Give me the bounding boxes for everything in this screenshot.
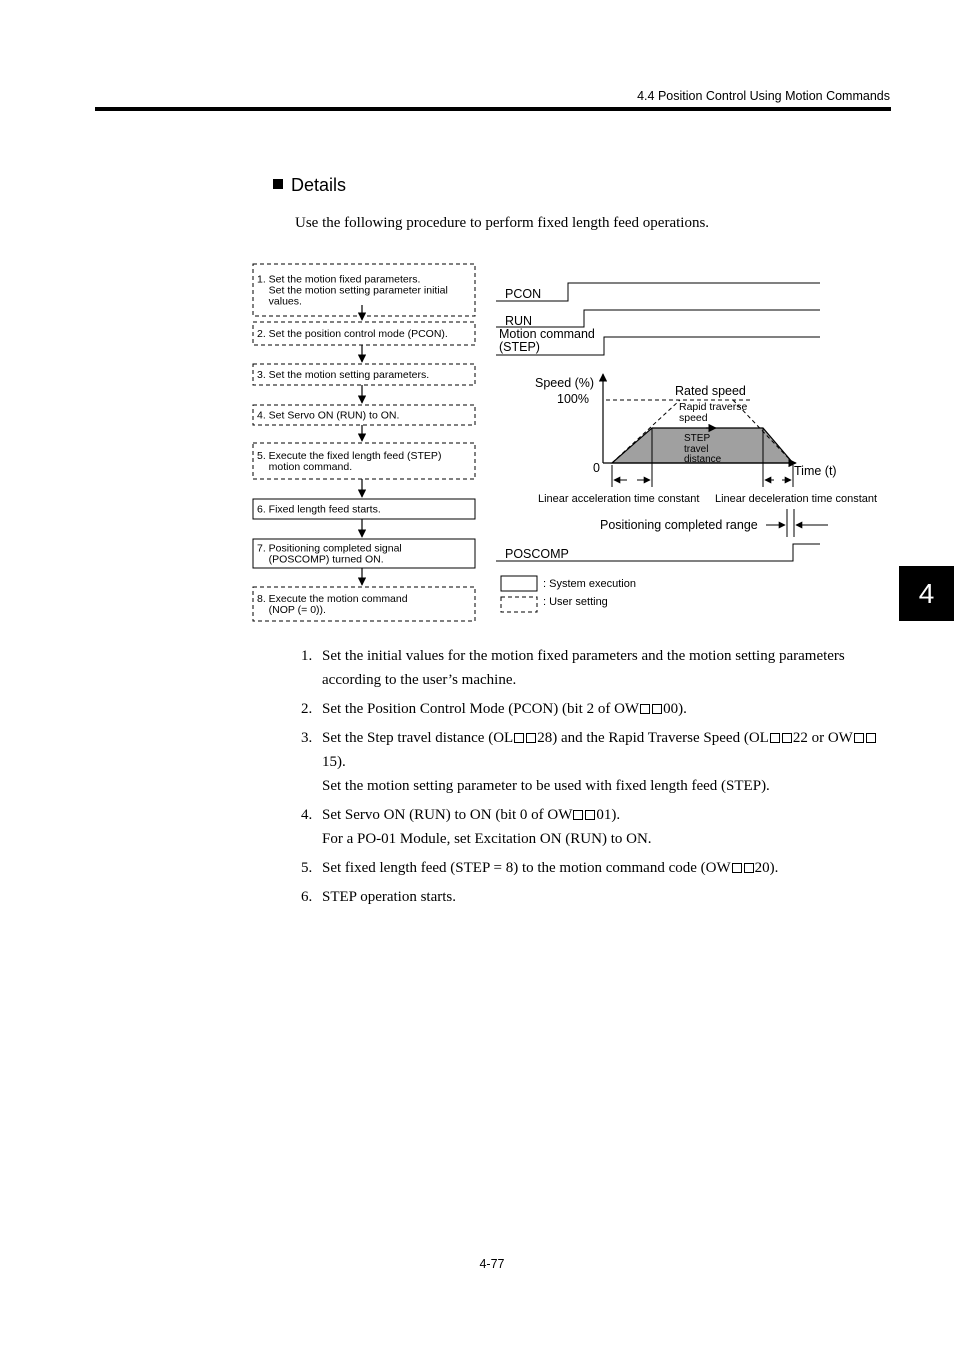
step-text: STEP operation starts. [322,889,457,905]
placeholder-square-icon [744,863,754,873]
step-number: 1. [301,648,313,664]
pcon-waveform [496,283,820,301]
step-text: Set fixed length feed (STEP = 8) to the motion command code (OW 20). [322,860,779,876]
positioning-range-label: Positioning completed range [600,518,758,532]
motion-command-label: Motion command [499,327,595,341]
placeholder-square-icon [640,704,650,714]
placeholder-square-icon [573,810,583,820]
speed-axis-label: Speed (%) [535,376,595,390]
placeholder-square-icon [854,733,864,743]
step-travel-label-2: travel [684,444,709,455]
flow-box-1-line: Set the motion setting parameter initial [257,284,448,297]
legend-user-swatch [501,597,537,612]
procedure-steps [301,644,891,914]
pcon-label: PCON [505,287,542,301]
step-1 [301,644,891,692]
flow-box-1-line: values. [257,295,302,308]
step-4 [301,803,891,851]
step-travel-label-1: STEP [684,433,711,444]
legend-system-swatch [501,576,537,591]
placeholder-square-icon [770,733,780,743]
placeholder-square-icon [514,733,524,743]
flow-box-6-line: 6. Fixed length feed starts. [257,503,381,516]
step-travel-label-3: distance [684,454,722,465]
step-number: 3. [301,730,313,746]
run-label: RUN [505,314,533,328]
rapid-traverse-label-1: Rapid traverse [679,401,748,413]
flow-box-4-line: 4. Set Servo ON (RUN) to ON. [257,409,400,422]
placeholder-square-icon [732,863,742,873]
placeholder-square-icon [526,733,536,743]
linear-decel-label: Linear deceleration time constant [715,493,878,505]
header-title: 4.4 Position Control Using Motion Commands [637,89,890,103]
step-text: Set Servo ON (RUN) to ON (bit 0 of OW 01). For a PO-01 Module, set Excitation ON (RUN) to ON. [322,807,652,847]
flow-box-5-line: motion command. [257,461,353,473]
page-number: 4-77 [479,1257,505,1271]
flow-box-1-line: 1. Set the motion fixed parameters. [257,273,421,286]
step-3 [301,726,891,798]
zero-label: 0 [593,461,600,475]
step-2 [301,697,891,721]
chapter-tab: 4 [899,566,954,621]
step-number: 4. [301,807,313,823]
time-axis-label: Time (t) [794,464,837,478]
legend [501,576,636,612]
rated-speed-label: Rated speed [675,384,746,398]
flow-box-8-line: 8. Execute the motion command [257,593,408,605]
flow-box-5-line: 5. Execute the fixed length feed (STEP) [257,450,442,462]
flow-box-7-line: 7. Positioning completed signal [257,542,402,555]
step-text: Set the initial values for the motion fixed parameters and the motion setting parameters according to the user’s machine. [322,648,845,688]
step-number: 5. [301,860,313,876]
step-text: Set the Position Control Mode (PCON) (bit 2 of OW 00). [322,701,687,717]
run-waveform [496,310,820,327]
step-6 [301,885,891,909]
flow-box-2-line: 2. Set the position control mode (PCON). [257,328,448,340]
step-text: Set the Step travel distance (OL 28) and the Rapid Traverse Speed (OL 22 or OW15). Set the motion setting parameter to be used with fixed length feed (STEP). [322,726,891,798]
step-number: 2. [301,701,313,717]
hundred-percent-label: 100% [557,392,589,406]
flowchart [253,264,475,621]
intro-paragraph: Use the following procedure to perform fixed length feed operations. [295,215,710,231]
placeholder-square-icon [866,733,876,743]
placeholder-square-icon [585,810,595,820]
rapid-traverse-label-2: speed [679,412,708,424]
linear-accel-label: Linear acceleration time constant [538,493,700,505]
placeholder-square-icon [652,704,662,714]
step-note: Set the motion setting parameter to be used with fixed length feed (STEP). [322,778,770,794]
flow-box-3-line: 3. Set the motion setting parameters. [257,369,430,381]
section-title-text: Details [291,175,347,195]
step-note: For a PO-01 Module, set Excitation ON (RUN) to ON. [322,831,652,847]
placeholder-square-icon [782,733,792,743]
poscomp-label: POSCOMP [505,547,569,561]
procedure-diagram [0,0,954,640]
step-label: (STEP) [499,340,540,354]
legend-user-label: : User setting [543,596,608,608]
timing-labels [499,287,877,561]
legend-system-label: : System execution [543,578,636,590]
step-number: 6. [301,889,313,905]
step-5 [301,856,891,880]
flow-box-7-line: (POSCOMP) turned ON. [257,553,384,566]
flow-box-8-line: (NOP (= 0)). [257,604,326,616]
